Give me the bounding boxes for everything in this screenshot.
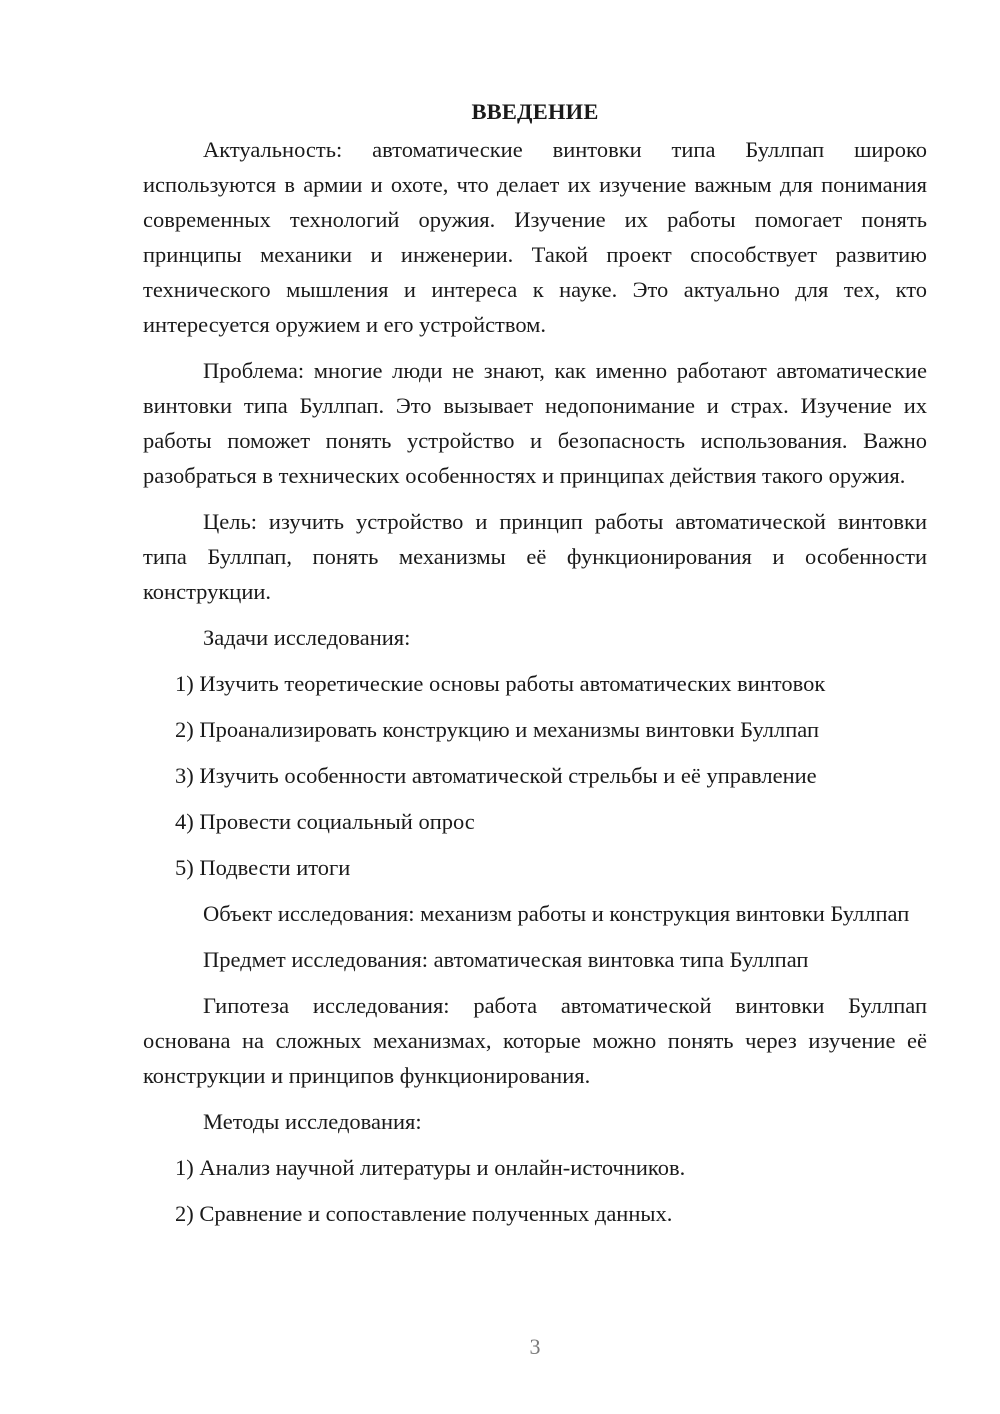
page-content xyxy=(143,94,927,1242)
methods-list xyxy=(143,1150,927,1231)
method-item-2: 2) Сравнение и сопоставление полученных данных. xyxy=(175,1201,673,1226)
method-item-1: 1) Анализ научной литературы и онлайн-источников. xyxy=(175,1155,686,1180)
methods-heading: Методы исследования: xyxy=(203,1109,422,1134)
tasks-list xyxy=(143,666,927,885)
task-item-1: 1) Изучить теоретические основы работы автоматических винтовок xyxy=(175,671,826,696)
task-item-4: 4) Провести социальный опрос xyxy=(175,809,475,834)
object-paragraph: Объект исследования: механизм работы и конструкция винтовки Буллпап xyxy=(203,901,910,926)
hypothesis-paragraph: Гипотеза исследования: работа автоматической винтовки Буллпап основана на сложных механизмах, которые можно понять через изучение её конструкции и принципов функционирования. xyxy=(143,993,927,1088)
page-number: 3 xyxy=(529,1334,541,1359)
task-item-5: 5) Подвести итоги xyxy=(175,855,351,880)
section-title: ВВЕДЕНИЕ xyxy=(471,99,599,124)
goal-paragraph: Цель: изучить устройство и принцип работы автоматической винтовки типа Буллпап, понять механизмы её функционирования и особенности конструкции. xyxy=(143,509,927,604)
task-item-2: 2) Проанализировать конструкцию и механизмы винтовки Буллпап xyxy=(175,717,820,742)
tasks-heading: Задачи исследования: xyxy=(203,625,411,650)
problem-paragraph: Проблема: многие люди не знают, как именно работают автоматические винтовки типа Буллпап. Это вызывает недопонимание и страх. Изучение их работы поможет понять устройство и безопасность использования. Важно разобраться в технических особенностях и принципах действия такого оружия. xyxy=(143,358,927,488)
subject-paragraph: Предмет исследования: автоматическая винтовка типа Буллпап xyxy=(203,947,809,972)
relevance-paragraph: Актуальность: автоматические винтовки типа Буллпап широко используются в армии и охоте, что делает их изучение важным для понимания современных технологий оружия. Изучение их работы помогает понять принципы механики и инженерии. Такой проект способствует развитию технического мышления и интереса к науке. Это актуально для тех, кто интересуется оружием и его устройством. xyxy=(143,137,927,337)
task-item-3: 3) Изучить особенности автоматической стрельбы и её управление xyxy=(175,763,817,788)
